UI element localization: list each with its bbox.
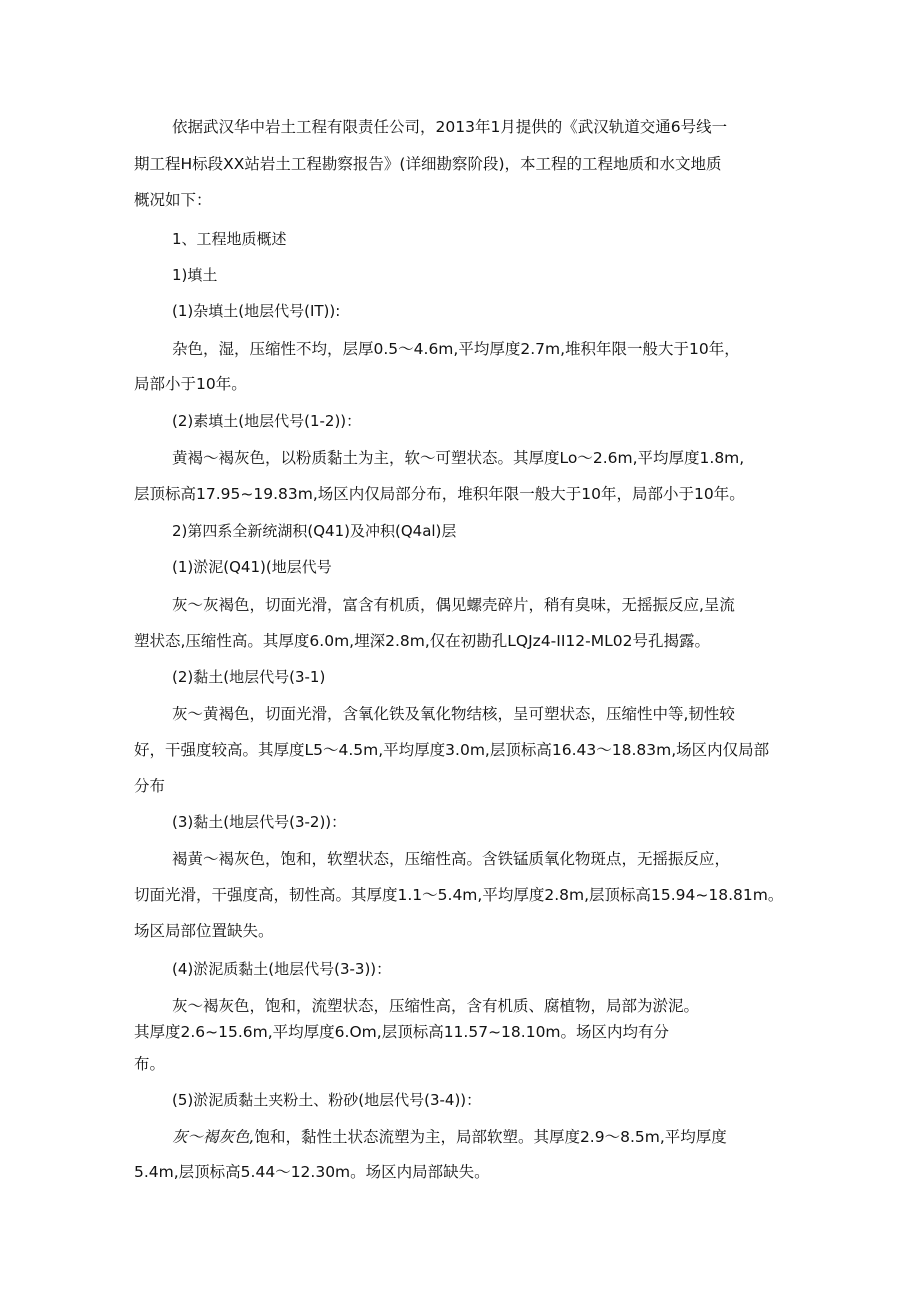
layer-2-title: (2)黏土(地层代号(3-1): [172, 668, 326, 686]
layer-3-line-1: 褐黄～褐灰色，饱和，软塑状态，压缩性高。含铁锰质氧化物斑点，无摇振反应，: [172, 850, 731, 868]
layer-5-line-1: [172, 1126, 727, 1148]
quaternary-heading: 2)第四系全新统湖积(Q41)及冲积(Q4al)层: [172, 522, 457, 540]
misc-fill-line-1: 杂色，湿，压缩性不均，层厚0.5～4.6m,平均厚度2.7m,堆积年限一般大于10年，: [172, 340, 740, 358]
layer-2-line-1: 灰～黄褐色，切面光滑，含氧化铁及氧化物结核，呈可塑状态，压缩性中等,韧性较: [172, 705, 735, 723]
layer-5-title: (5)淤泥质黏土夹粉土、粉砂(地层代号(3-4))：: [172, 1091, 482, 1109]
layer-1-title: (1)淤泥(Q41)(地层代号: [172, 558, 332, 576]
layer-4-line-1: 灰～褐灰色，饱和，流塑状态，压缩性高，含有机质、腐植物，局部为淤泥。: [172, 997, 700, 1015]
plain-fill-line-1: 黄褐～褐灰色，以粉质黏土为主，软～可塑状态。其厚度Lo～2.6m,平均厚度1.8m,: [172, 449, 745, 467]
layer-5-italic-lead: 灰～褐灰色,: [172, 1128, 255, 1146]
intro-line-3: 概况如下：: [134, 191, 212, 209]
section-title: 1、工程地质概述: [172, 230, 287, 248]
misc-fill-line-2: 局部小于10年。: [134, 375, 247, 393]
layer-4-line-2: 其厚度2.6~15.6m,平均厚度6.Om,层顶标高11.57~18.10m。场区内均有分: [134, 1023, 670, 1041]
intro-line-1: 依据武汉华中岩土工程有限责任公司，2013年1月提供的《武汉轨道交通6号线一: [172, 118, 728, 136]
layer-3-line-3: 场区局部位置缺失。: [134, 922, 274, 940]
plain-fill-line-2: 层顶标高17.95~19.83m,场区内仅局部分布，堆积年限一般大于10年，局部小于10年。: [134, 485, 745, 503]
fill-heading: 1)填土: [172, 266, 218, 284]
layer-5-line-2: 5.4m,层顶标高5.44～12.30m。场区内局部缺失。: [134, 1163, 490, 1181]
layer-3-title: (3)黏土(地层代号(3-2))：: [172, 813, 347, 831]
layer-1-line-1: 灰～灰褐色，切面光滑，富含有机质，偶见螺壳碎片，稍有臭味，无摇振反应,呈流: [172, 596, 735, 614]
layer-4-line-3: 布。: [134, 1055, 166, 1073]
layer-1-line-2: 塑状态,压缩性高。其厚度6.0m,埋深2.8m,仅在初勘孔LQJz4-II12-ML02号孔揭露。: [134, 632, 710, 650]
plain-fill-title: (2)素填土(地层代号(1-2))：: [172, 412, 362, 430]
intro-line-2: 期工程H标段XX站岩土工程勘察报告》(详细勘察阶段)，本工程的工程地质和水文地质: [134, 155, 722, 173]
layer-5-line-1-text: 饱和，黏性土状态流塑为主，局部软塑。其厚度2.9～8.5m,平均厚度: [254, 1128, 727, 1146]
layer-4-title: (4)淤泥质黏土(地层代号(3-3))：: [172, 960, 392, 978]
layer-2-line-3: 分布: [134, 777, 166, 795]
layer-2-line-2: 好，干强度较高。其厚度L5～4.5m,平均厚度3.0m,层顶标高16.43～18.83m,场区内仅局部: [134, 741, 770, 759]
misc-fill-title: (1)杂填土(地层代号(IT)):: [172, 302, 341, 320]
layer-3-line-2: 切面光滑，干强度高，韧性高。其厚度1.1～5.4m,平均厚度2.8m,层顶标高15.94~18.81m。: [134, 886, 784, 904]
